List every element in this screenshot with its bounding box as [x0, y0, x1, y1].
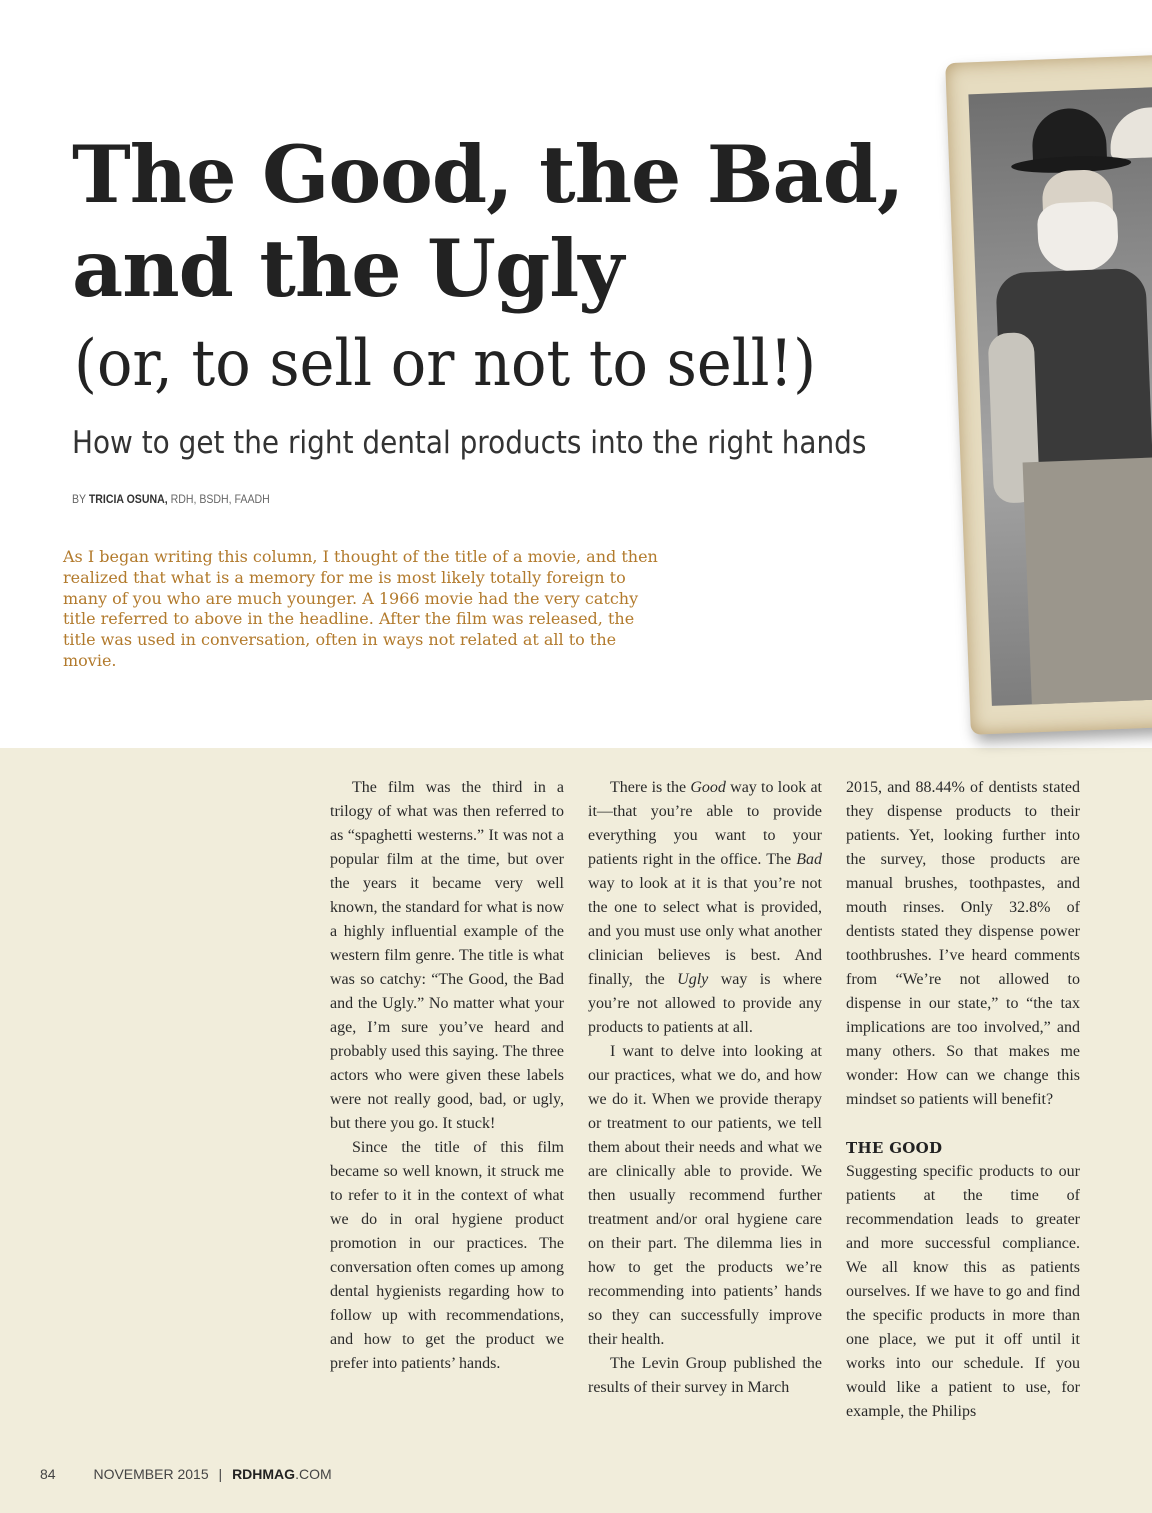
byline-credentials: RDH, BSDH, FAADH — [170, 492, 270, 506]
site-suffix: .COM — [295, 1466, 332, 1482]
body-column-1 — [330, 776, 564, 1376]
body-paragraph: 2015, and 88.44% of dentists stated they dispense products to their patients. Yet, looking further into the survey, those products are manual brushes, toothpastes, and mouth rinses. Only 32.8% of dentists stated they dispense power toothbrushes. I’ve heard comments from “We’re not allowed to dispense in our state,” to “the tax implications are too involved,” and many others. So that makes me wonder: How can we change this mindset so patients will benefit? — [846, 779, 1080, 1108]
intro-paragraph: As I began writing this column, I thought of the title of a movie, and then realized that what is a memory for me is most likely totally foreign to many of you who are much younger. A 1966 movie had the very catchy title referred to above in the headline. After the film was released, the title was used in conversation, often in ways not related at all to the movie. — [63, 547, 658, 670]
photo-image — [968, 85, 1152, 706]
body-paragraph: Since the title of this film became so well known, it struck me to refer to it in the context of what we do in oral hygiene product promotion in our practices. The conversation often comes up among dental hygienists regarding how to follow up with recommendations, and how to get the product we prefer into patients’ hands. — [330, 1139, 564, 1372]
body-paragraph: The Levin Group published the results of their survey in March — [588, 1355, 822, 1396]
byline-author: TRICIA OSUNA, — [88, 492, 168, 506]
article-title — [72, 128, 903, 316]
body-paragraph: The film was the third in a trilogy of what was then referred to as “spaghetti westerns.” It was not a popular film at the time, but over the years it became very well known, the standard for what is now a highly influential example of the western film genre. The title is what was so catchy: “The Good, the Bad and the Ugly.” No matter what your age, I’m sure you’ve heard and probably used this saying. The three actors who were given these labels were not really good, bad, or ugly, but there you go. It stuck! — [330, 779, 564, 1132]
alternate-title: (or, to sell or not to sell!) — [74, 327, 817, 401]
article-subtitle: How to get the right dental products into the right hands — [72, 425, 867, 461]
good-emphasis: Good — [690, 779, 726, 796]
bad-emphasis: Bad — [796, 851, 822, 868]
body-column-2 — [588, 776, 822, 1400]
photo-beard — [1037, 201, 1120, 274]
body-paragraph: I want to delve into looking at our practices, what we do, and how we do it. When we provide therapy or treatment to our patients, we tell them about their needs and what we are clinically able to provide. We then usually recommend further treatment and/or oral hygiene care on their part. The dilemma lies in how to get the products we’re recommending into patients’ hands so they can successfully improve their health. — [588, 1043, 822, 1348]
page-footer — [40, 1466, 332, 1482]
site-name: RDHMAG — [232, 1466, 296, 1482]
issue-date: NOVEMBER 2015 — [93, 1466, 209, 1482]
photo-hat-back — [1109, 106, 1152, 159]
ugly-emphasis: Ugly — [677, 971, 709, 988]
byline-prefix: BY — [72, 492, 86, 506]
western-photo — [945, 53, 1152, 734]
photo-pants — [1023, 457, 1152, 706]
byline — [72, 492, 270, 506]
footer-separator: | — [218, 1466, 223, 1482]
title-line-1: The Good, the Bad, — [72, 128, 904, 221]
body-paragraph: Suggesting specific products to our patients at the time of recommendation leads to greater and more successful compliance. We all know this as patients ourselves. If we have to go and find the specific products in more than one place, we put it off until it works into our schedule. If you would like a patient to use, for example, the Philips — [846, 1163, 1080, 1420]
section-heading-the-good: THE GOOD — [846, 1139, 943, 1157]
body-column-3 — [846, 776, 1080, 1424]
page-number: 84 — [40, 1466, 56, 1482]
body-paragraph: There is the Good way to look at it—that you’re able to provide everything you want to your patients right in the office. The Bad way to look at it is that you’re not the one to select what is provided, and you must use only what another clinician believes is best. And finally, the Ugly way is where you’re not allowed to provide any products to patients at all. — [588, 779, 823, 1036]
title-line-2: and the Ugly — [72, 222, 624, 315]
